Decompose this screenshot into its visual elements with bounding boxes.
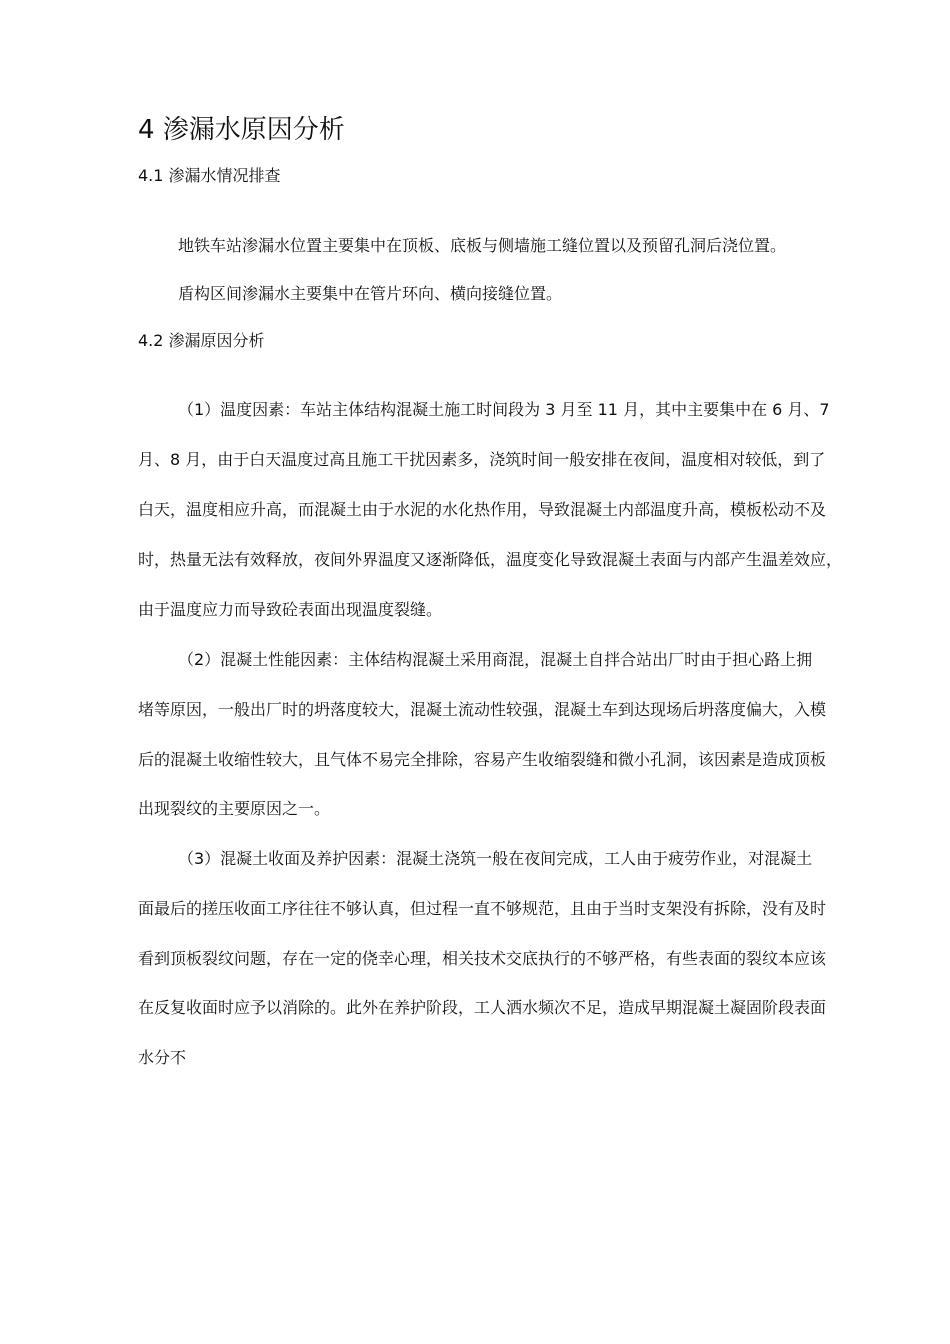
subsection-title-4-1: 4.1 渗漏水情况排查: [138, 166, 281, 185]
factor3-line: 看到顶板裂纹问题，存在一定的侥幸心理，相关技术交底执行的不够严格，有些表面的裂纹本应该: [138, 949, 827, 968]
factor1-line: （1）温度因素：车站主体结构混凝土施工时间段为 3 月至 11 月，其中主要集中在 6 月、7: [178, 400, 830, 419]
paragraph-station-leakage: 地铁车站渗漏水位置主要集中在顶板、底板与侧墙施工缝位置以及预留孔洞后浇位置。: [178, 236, 787, 255]
paragraph-shield-leakage: 盾构区间渗漏水主要集中在管片环向、横向接缝位置。: [178, 284, 563, 303]
factor1-line: 由于温度应力而导致砼表面出现温度裂缝。: [138, 600, 443, 619]
factor3-line: （3）混凝土收面及养护因素：混凝土浇筑一般在夜间完成，工人由于疲劳作业，对混凝土: [178, 849, 813, 868]
factor2-line: 后的混凝土收缩性较大，且气体不易完全排除，容易产生收缩裂缝和微小孔洞，该因素是造成顶板: [138, 750, 827, 769]
factor3-line: 在反复收面时应予以消除的。此外在养护阶段，工人洒水频次不足，造成早期混凝土凝固阶段表面: [138, 998, 827, 1017]
subsection-title-4-2: 4.2 渗漏原因分析: [138, 331, 265, 350]
factor3-line: 面最后的搓压收面工序往往不够认真，但过程一直不够规范，且由于当时支架没有拆除，没有及时: [138, 899, 827, 918]
factor1-line: 月、8 月，由于白天温度过高且施工干扰因素多，浇筑时间一般安排在夜间，温度相对较低，到了: [138, 450, 826, 469]
section-title: 4 渗漏水原因分析: [138, 115, 345, 145]
factor1-line: 白天，温度相应升高，而混凝土由于水泥的水化热作用，导致混凝土内部温度升高，模板松动不及: [138, 500, 827, 519]
factor3-line: 水分不: [138, 1048, 187, 1067]
factor2-line: 堵等原因，一般出厂时的坍落度较大，混凝土流动性较强，混凝土车到达现场后坍落度偏大，入模: [138, 700, 827, 719]
factor1-line: 时，热量无法有效释放，夜间外界温度又逐渐降低，温度变化导致混凝土表面与内部产生温差效应，: [138, 550, 843, 569]
factor2-line: 出现裂纹的主要原因之一。: [138, 799, 331, 818]
factor2-line: （2）混凝土性能因素：主体结构混凝土采用商混，混凝土自拌合站出厂时由于担心路上拥: [178, 650, 813, 669]
